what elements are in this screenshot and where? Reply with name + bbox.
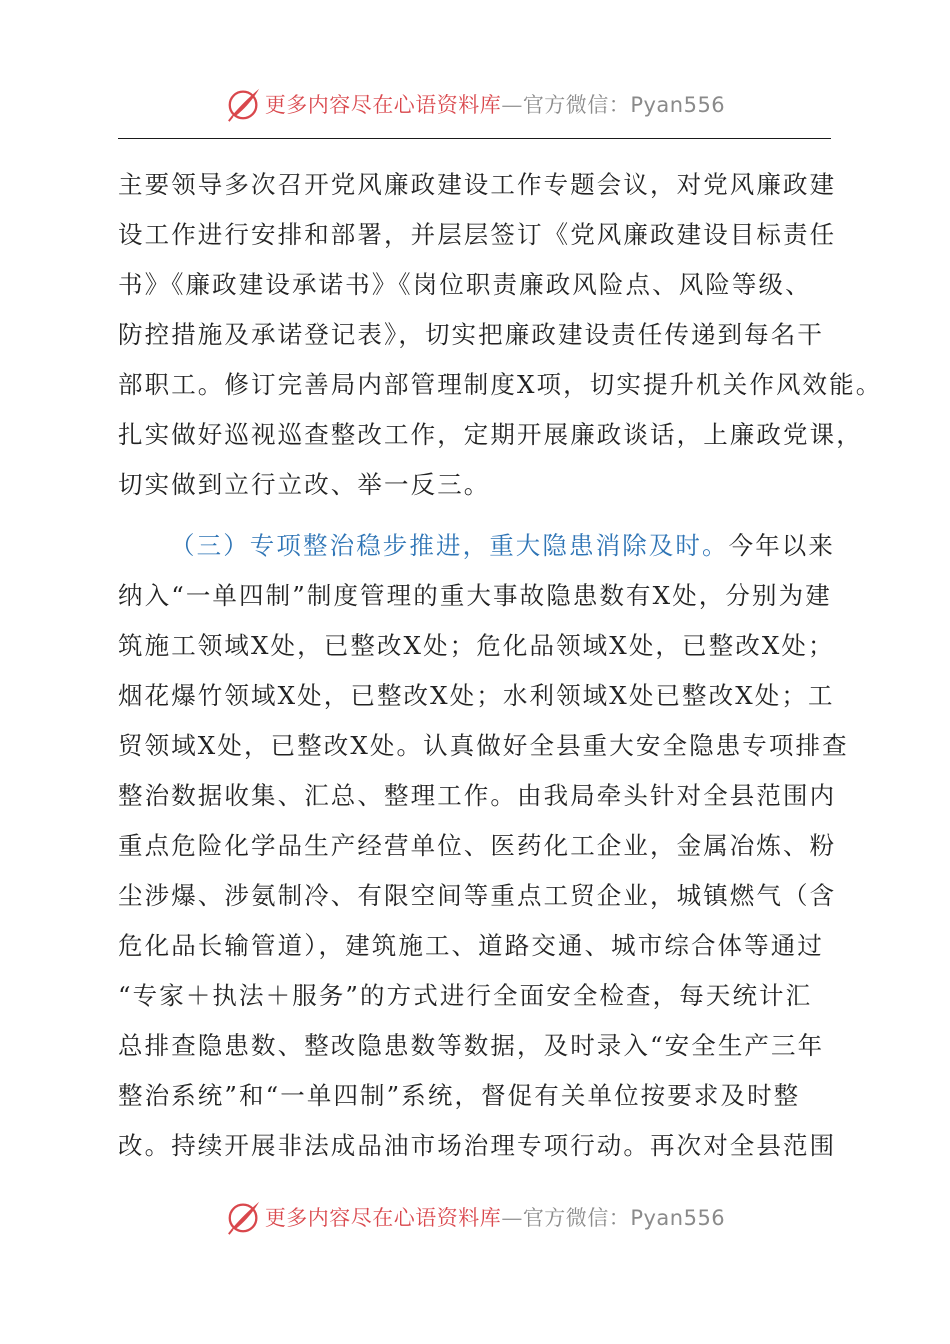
paragraph-line: 防控措施及承诺登记表》，切实把廉政建设责任传递到每名干	[118, 320, 824, 349]
header-banner	[0, 84, 950, 124]
paragraph-line: 书》《廉政建设承诺书》《岗位职责廉政风险点、风险等级、	[118, 270, 812, 299]
paragraph-line: 扎实做好巡视巡查整改工作，定期开展廉政谈话，上廉政党课，	[118, 420, 863, 449]
paragraph-line: 整治系统”和“一单四制”系统，督促有关单位按要求及时整	[118, 1081, 801, 1110]
footer-text	[265, 1202, 725, 1232]
header-wechat-id: Pyan556	[630, 93, 726, 117]
header-text	[265, 89, 725, 119]
paragraph-2	[118, 521, 849, 1171]
footer-wechat-id: Pyan556	[630, 1206, 726, 1230]
paragraph-first-line	[118, 521, 846, 571]
section-heading: （三）专项整治稳步推进，重大隐患消除及时。	[170, 531, 729, 560]
quill-pen-icon	[225, 1198, 263, 1236]
paragraph-line: 设工作进行安排和部署，并层层签订《党风廉政建设目标责任	[118, 220, 837, 249]
paragraph-line: 危化品长输管道），建筑施工、道路交通、城市综合体等通过	[118, 931, 824, 960]
quill-pen-icon	[225, 85, 263, 123]
paragraph-line: 纳入“一单四制”制度管理的重大事故隐患数有X处，分别为建	[118, 581, 832, 610]
footer-dash: —	[501, 1206, 523, 1230]
paragraph-line: 主要领导多次召开党风廉政建设工作专题会议，对党风廉政建	[118, 170, 837, 199]
header-wechat-label: 官方微信：	[522, 93, 631, 117]
paragraph-line: 总排查隐患数、整改隐患数等数据，及时录入“安全生产三年	[118, 1031, 825, 1060]
paragraph-line: 切实做到立行立改、举一反三。	[118, 470, 491, 499]
paragraph-line: 尘涉爆、涉氨制冷、有限空间等重点工贸企业，城镇燃气（含	[118, 881, 837, 910]
paragraph-line: 改。持续开展非法成品油市场治理专项行动。再次对全县范围	[118, 1131, 837, 1160]
paragraph-line: 贸领域X处，已整改X处。认真做好全县重大安全隐患专项排查	[118, 731, 849, 760]
header-brand: 更多内容尽在心语资料库	[264, 93, 502, 117]
paragraph-line: 重点危险化学品生产经营单位、医药化工企业，金属冶炼、粉	[118, 831, 837, 860]
footer-brand: 更多内容尽在心语资料库	[264, 1206, 502, 1230]
paragraph-line: 整治数据收集、汇总、整理工作。由我局牵头针对全县范围内	[118, 781, 837, 810]
paragraph-line: 筑施工领域X处，已整改X处；危化品领域X处，已整改X处；	[118, 631, 835, 660]
paragraph-line: “专家＋执法＋服务”的方式进行全面安全检查，每天统计汇	[118, 981, 813, 1010]
paragraph-line: 烟花爆竹领域X处，已整改X处；水利领域X处已整改X处；工	[118, 681, 835, 710]
paragraph-1	[118, 160, 883, 510]
footer-wechat-label: 官方微信：	[522, 1206, 631, 1230]
header-dash: —	[501, 93, 523, 117]
footer-banner	[0, 1197, 950, 1237]
paragraph-line: 部职工。修订完善局内部管理制度X项，切实提升机关作风效能。	[118, 370, 883, 399]
heading-continuation: 今年以来	[728, 531, 836, 560]
header-divider	[118, 138, 831, 139]
